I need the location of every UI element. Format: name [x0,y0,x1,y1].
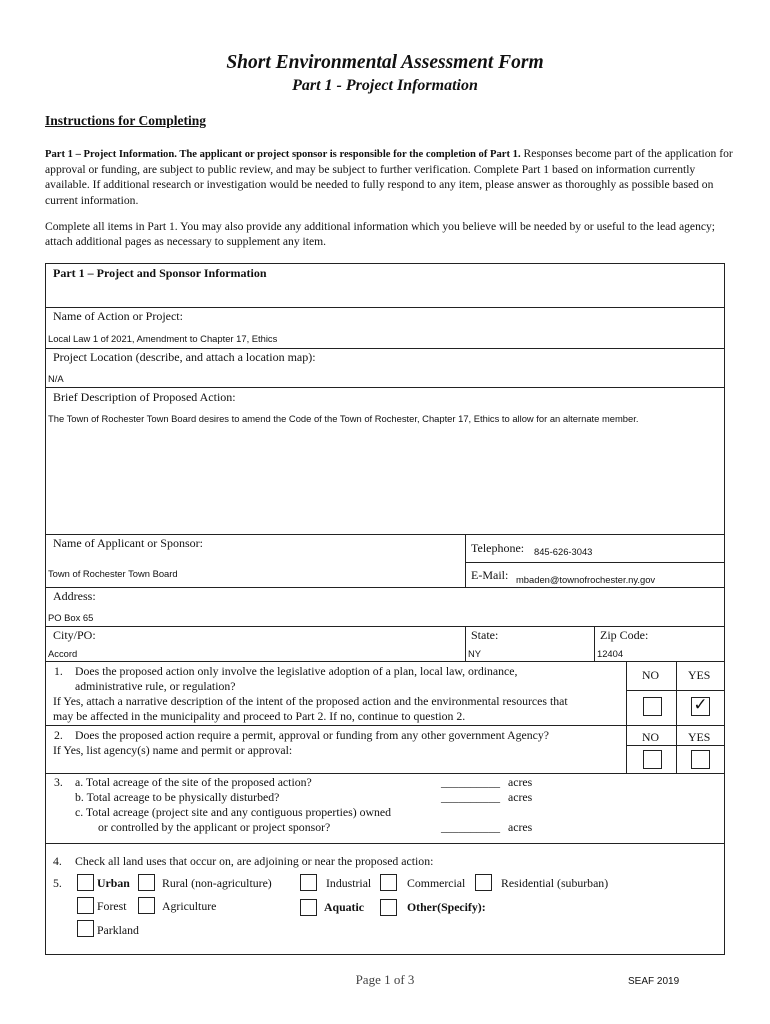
zip-field[interactable]: 12404 [597,648,624,659]
email-label: E-Mail: [471,568,509,582]
q2-yes-label: YES [688,730,711,744]
divider [45,307,725,308]
q1-number: 1. [54,664,63,678]
q4-text: Check all land uses that occur on, are adjoining or near the proposed action: [75,854,434,868]
q3-c-field[interactable]: __________ [441,820,500,834]
q3-number: 3. [54,775,63,789]
form-subtitle: Part 1 - Project Information [292,77,478,94]
instructions-rest: Responses become part of the application for approval or funding, are subject to public review, and may be subject to further verification. Complete Part 1 based on information currently available. If additional research or investigation would be needed to fully respond to any item, please answer as thoroughly as possible based on current information. [45,147,733,207]
applicant-label: Name of Applicant or Sponsor: [53,536,203,550]
urban-label: Urban [97,876,130,890]
address-label: Address: [53,589,96,603]
column-divider [676,725,677,773]
q2-text-line-1: Does the proposed action require a permit, approval or funding from any other government Agency? [75,728,550,742]
instructions-bold: Part 1 – Project Information. The applicant or project sponsor is responsible for the completion of Part 1. [45,149,521,160]
description-label: Brief Description of Proposed Action: [53,390,236,404]
q3-a-text: a. Total acreage of the site of the proposed action? [75,775,312,789]
city-label: City/PO: [53,628,96,642]
q3-b-field[interactable]: __________ [441,790,500,804]
divider [45,348,725,349]
urban-checkbox[interactable] [77,874,94,891]
form-title: Short Environmental Assessment Form [226,52,544,73]
q3-b-text: b. Total acreage to be physically disturbed? [75,790,280,804]
q3-c-text-line-2: or controlled by the applicant or project sponsor? [98,820,331,834]
commercial-label: Commercial [407,876,466,890]
state-field[interactable]: NY [468,648,482,659]
divider [45,587,725,588]
q3-a-unit: acres [508,775,533,789]
instructions-paragraph-1 [45,146,735,208]
industrial-checkbox[interactable] [300,874,317,891]
project-location-label: Project Location (describe, and attach a location map): [53,350,316,364]
q1-yes-checkbox[interactable]: ✓ [691,697,710,716]
q5-number: 5. [53,876,62,890]
residential-label: Residential (suburban) [501,876,609,890]
parkland-label: Parkland [97,923,139,937]
q1-text-line-4: may be affected in the municipality and proceed to Part 2. If no, continue to question 2. [53,709,466,723]
email-field[interactable]: mbaden@townofrochester.ny.gov [516,574,656,585]
form-code: SEAF 2019 [628,976,680,987]
agriculture-label: Agriculture [162,899,217,913]
q3-c-unit: acres [508,820,533,834]
applicant-field[interactable]: Town of Rochester Town Board [48,568,178,579]
divider [45,843,725,844]
residential-checkbox[interactable] [475,874,492,891]
address-field[interactable]: PO Box 65 [48,612,94,623]
divider [626,745,725,746]
rural-checkbox[interactable] [138,874,155,891]
instructions-paragraph-2: Complete all items in Part 1. You may also provide any additional information which you believe will be needed by or useful to the lead agency; attach additional pages as necessary to supplement any item. [45,220,716,249]
q2-no-checkbox[interactable] [643,750,662,769]
rural-label: Rural (non-agriculture) [162,876,272,890]
divider [45,626,725,627]
divider [45,534,725,535]
q1-text-line-2: administrative rule, or regulation? [75,679,236,693]
aquatic-label: Aquatic [324,900,364,914]
forest-label: Forest [97,899,127,913]
column-divider [626,661,627,725]
instructions-heading: Instructions for Completing [45,113,207,128]
q3-c-text-line-1: c. Total acreage (project site and any contiguous properties) owned [75,805,392,819]
column-divider [676,661,677,725]
column-divider [465,626,466,661]
section-header: Part 1 – Project and Sponsor Information [53,266,267,280]
q1-no-checkbox[interactable] [643,697,662,716]
industrial-label: Industrial [326,876,372,890]
q2-yes-checkbox[interactable] [691,750,710,769]
q2-number: 2. [54,728,63,742]
q2-text-line-2: If Yes, list agency(s) name and permit or approval: [53,743,293,757]
agriculture-checkbox[interactable] [138,897,155,914]
q1-no-label: NO [642,668,660,682]
q2-no-label: NO [642,730,660,744]
aquatic-checkbox[interactable] [300,899,317,916]
name-of-action-label: Name of Action or Project: [53,309,183,323]
column-divider [626,725,627,773]
q3-a-field[interactable]: __________ [441,775,500,789]
form-table [45,263,725,955]
q4-number: 4. [53,854,62,868]
other-label: Other(Specify): [407,900,486,914]
city-field[interactable]: Accord [48,648,78,659]
divider [45,661,725,662]
page-number: Page 1 of 3 [355,972,415,987]
state-label: State: [471,628,499,642]
telephone-label: Telephone: [471,541,525,555]
q1-text-line-1: Does the proposed action only involve the legislative adoption of a plan, local law, ordinance, [75,664,518,678]
column-divider [594,626,595,661]
commercial-checkbox[interactable] [380,874,397,891]
divider [626,690,725,691]
q1-yes-label: YES [688,668,711,682]
telephone-field[interactable]: 845-626-3043 [534,546,593,557]
divider [45,773,725,774]
forest-checkbox[interactable] [77,897,94,914]
divider [45,387,725,388]
q1-text-line-3: If Yes, attach a narrative description of the intent of the proposed action and the environmental resources that [53,694,568,708]
name-of-action-field[interactable]: Local Law 1 of 2021, Amendment to Chapter 17, Ethics [48,333,278,344]
project-location-field[interactable]: N/A [48,373,64,384]
parkland-checkbox[interactable] [77,920,94,937]
other-checkbox[interactable] [380,899,397,916]
divider [465,562,725,563]
q3-b-unit: acres [508,790,533,804]
zip-label: Zip Code: [600,628,649,642]
description-field[interactable]: The Town of Rochester Town Board desires to amend the Code of the Town of Rochester, Chapter 17, Ethics to allow for an alternate member. [48,413,639,424]
divider [45,725,725,726]
column-divider [465,534,466,587]
